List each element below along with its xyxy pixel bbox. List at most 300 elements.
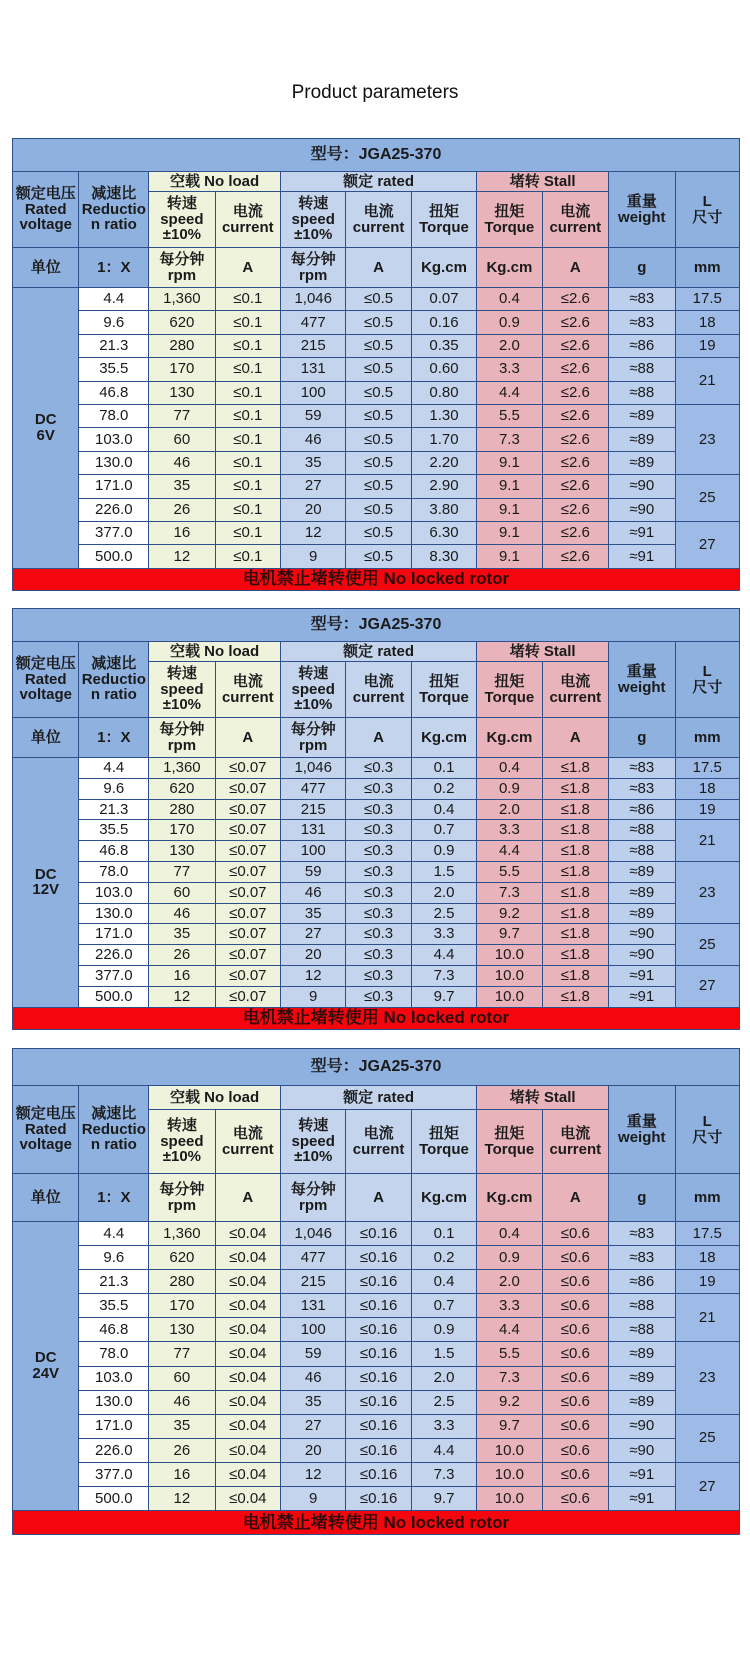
no-load-speed-value-text: 16 [173,966,191,984]
ratio-value-text: 130.0 [95,1393,133,1411]
unit-current [542,718,608,758]
table-row [13,861,740,882]
stall-torque-value-text: 9.7 [498,925,520,943]
header-row [13,642,740,662]
stall-current-value [542,288,608,311]
no-load-current-value-text: ≤0.04 [229,1369,267,1387]
rated-torque-value [411,288,476,311]
stall-header-text: 堵转 Stall [509,172,576,190]
stall-torque-value-text: 2.0 [498,1272,520,1290]
no-load-speed-value [149,1222,215,1246]
rated-speed-value-text: 27 [304,925,322,943]
voltage-cell-text: 24V [32,1365,60,1383]
length-value [675,778,739,799]
no-load-current-value-text: ≤0.07 [229,759,267,777]
weight-value [609,1487,675,1511]
rated-torque-value-text: 1.5 [433,863,455,880]
rated-speed-value-text: 9 [309,547,318,565]
rated-torque-value-text: 3.3 [433,1417,455,1435]
rated-current-value [346,358,411,381]
rated-torque-value-text: 0.4 [433,1272,455,1290]
no-load-current-value [215,965,280,986]
stall-current-value [542,1438,608,1462]
stall-torque-value [477,428,542,451]
rated-torque-value [411,1366,476,1390]
weight-value [609,903,675,924]
no-load-speed-value [149,1246,215,1270]
stall-torque-value-text: 0.9 [498,1248,520,1266]
no-load-speed-value [149,903,215,924]
unit-current [346,718,411,758]
voltage-cell-text: 6V [36,426,55,444]
ratio-value-text: 130.0 [95,904,133,922]
unit-ratio-text: 1：X [97,258,131,276]
stall-current-value [542,428,608,451]
length-value-text: 17.5 [692,759,722,777]
length-value-text: 23 [698,1369,716,1387]
stall-current-header-text: current [549,1140,602,1158]
weight-value [609,311,675,334]
rated-torque-header-text: 扭矩 [428,672,459,690]
units-row [13,248,740,288]
no-load-header-text: 空载 No load [170,1088,260,1106]
reduction-ratio-header-text: Reductio [81,670,146,688]
stall-current-value [542,841,608,862]
length-value-text: 25 [698,1429,716,1447]
voltage-cell [13,1222,79,1511]
unit-speed-text: 每分钟 [290,250,336,268]
stall-torque-value [477,1318,542,1342]
length-value-text: 27 [698,535,716,553]
stall-header [477,1086,609,1110]
no-load-current-value-text: ≤0.1 [233,547,263,565]
rated-current-value-text: ≤0.5 [364,337,394,355]
stall-torque-value-text: 7.3 [498,1369,520,1387]
no-load-speed-value [149,311,215,334]
length-value-text: 18 [698,313,716,331]
no-load-speed-value [149,1487,215,1511]
unit-torque [411,1174,476,1222]
rated-speed-value-text: 215 [300,800,326,818]
stall-current-value-text: ≤2.6 [560,337,590,355]
stall-current-header [542,1110,608,1174]
no-load-current-value [215,381,280,404]
no-load-speed-value [149,381,215,404]
no-load-speed-value-text: 16 [173,524,191,542]
weight-value [609,882,675,903]
no-load-speed-value-text: 1,360 [163,290,201,308]
stall-torque-value [477,358,542,381]
no-load-current-value-text: ≤0.04 [229,1489,267,1507]
no-load-current-value [215,1462,280,1486]
weight-value-text: ≈89 [629,863,655,880]
stall-torque-value-text: 4.4 [498,842,520,860]
unit-ratio [79,718,149,758]
no-load-current-value [215,311,280,334]
weight-header-text: 重量 [626,662,657,680]
no-load-current-header-text: 电流 [232,1124,263,1142]
stall-torque-value-text: 3.3 [498,360,520,378]
rated-speed-value-text: 46 [304,1369,322,1387]
length-value-text: 27 [698,977,716,995]
no-load-current-value [215,1318,280,1342]
stall-current-header-text: current [549,218,602,236]
table-row [13,903,740,924]
stall-current-header-text: 电流 [560,672,591,690]
stall-torque-value [477,986,542,1007]
stall-torque-value-text: 2.0 [498,800,520,818]
weight-value [609,1438,675,1462]
length-value [675,521,739,568]
stall-torque-value [477,334,542,357]
weight-value [609,404,675,427]
rated-torque-value [411,358,476,381]
rated-torque-header-text: Torque [419,688,469,706]
voltage-cell-text: DC [34,865,57,883]
table-row [13,758,740,779]
no-locked-rotor-warning-text: 电机禁止堵转使用 No locked rotor [242,1512,510,1532]
stall-current-value-text: ≤1.8 [560,987,590,1005]
stall-torque-value [477,882,542,903]
table-row [13,1342,740,1366]
length-header [675,642,739,718]
stall-current-value [542,1390,608,1414]
rated-current-value [346,965,411,986]
no-load-current-value [215,545,280,568]
rated-current-value [346,498,411,521]
no-load-speed-value-text: 60 [173,430,191,448]
ratio-value-text: 46.8 [99,842,129,860]
model-label-text: 型号：JGA25-370 [310,615,442,633]
no-load-current-value [215,498,280,521]
unit-speed-text: rpm [167,1196,197,1214]
rated-torque-value-text: 2.0 [433,883,455,901]
rated-speed-value-text: 131 [300,360,326,378]
ratio-value [79,1487,149,1511]
rated-torque-value [411,1246,476,1270]
unit-current [215,248,280,288]
stall-current-value [542,1270,608,1294]
weight-value [609,475,675,498]
ratio-value [79,358,149,381]
rated-speed-header-text: speed [291,210,335,228]
no-load-current-header-text: 电流 [232,202,263,220]
stall-header-text: 堵转 Stall [509,642,576,660]
unit-torque-text: Kg.cm [486,258,533,276]
stall-torque-value-text: 10.0 [494,1489,524,1507]
length-value [675,924,739,966]
unit-speed-text: rpm [299,736,328,754]
ratio-value-text: 377.0 [95,966,133,984]
length-value [675,861,739,923]
no-load-speed-value-text: 16 [173,1465,191,1483]
rated-current-value [346,381,411,404]
weight-value [609,1390,675,1414]
rated-torque-value [411,882,476,903]
no-load-current-value [215,1246,280,1270]
no-load-current-value [215,1270,280,1294]
stall-torque-value [477,1342,542,1366]
length-value-text: 25 [698,489,716,507]
voltage-cell [13,288,79,569]
spec-table [12,1048,740,1535]
no-load-current-value-text: ≤0.04 [229,1441,267,1459]
ratio-value [79,924,149,945]
no-load-speed-value [149,334,215,357]
rated-current-value [346,778,411,799]
rated-torque-value [411,545,476,568]
stall-torque-header [477,1110,542,1174]
unit-current-text: A [569,728,581,746]
model-row [13,139,740,172]
stall-current-value-text: ≤2.6 [560,360,590,378]
unit-weight [609,718,675,758]
length-value-text: 18 [698,779,716,797]
table-row [13,1462,740,1486]
rated-current-value [346,986,411,1007]
stall-current-value-text: ≤0.6 [560,1369,590,1387]
no-load-current-value [215,358,280,381]
stall-torque-value [477,1294,542,1318]
weight-value-text: ≈88 [629,821,655,839]
rated-current-value [346,288,411,311]
rated-speed-header [281,1110,346,1174]
rated-speed-value [281,1487,346,1511]
ratio-value-text: 35.5 [99,1296,129,1314]
reduction-ratio-header-text: n ratio [90,686,137,704]
no-load-current-header [215,1110,280,1174]
reduction-ratio-header [79,642,149,718]
rated-speed-value-text: 27 [304,1417,322,1435]
stall-torque-header-text: 扭矩 [494,672,525,690]
weight-header-text: weight [618,1128,666,1146]
stall-torque-value [477,1366,542,1390]
rated-speed-value [281,311,346,334]
weight-value-text: ≈88 [629,1321,655,1339]
rated-header [281,1086,477,1110]
model-row [13,609,740,642]
ratio-value-text: 377.0 [95,1465,133,1483]
rated-current-value-text: ≤0.3 [364,904,394,922]
no-load-current-value [215,451,280,474]
weight-header-text: weight [618,678,666,696]
stall-current-value-text: ≤1.8 [560,842,590,860]
voltage-cell-text: DC [34,411,57,429]
table-row [13,1294,740,1318]
stall-torque-value [477,903,542,924]
model-label [13,609,740,642]
stall-torque-value [477,861,542,882]
ratio-value [79,545,149,568]
weight-value-text: ≈91 [629,1465,655,1483]
no-load-speed-value-text: 60 [173,883,191,901]
rated-current-header [346,192,411,248]
table-row [13,924,740,945]
stall-current-value [542,1222,608,1246]
rated-current-value-text: ≤0.3 [364,883,394,901]
stall-torque-value [477,945,542,966]
no-load-speed-header-text: ±10% [162,226,202,244]
stall-torque-value-text: 0.4 [498,759,520,777]
no-load-current-value-text: ≤0.1 [233,524,263,542]
stall-current-value-text: ≤2.6 [560,290,590,308]
rated-torque-value-text: 4.4 [433,1441,455,1459]
ratio-value-text: 103.0 [95,883,133,901]
no-load-current-value-text: ≤0.04 [229,1393,267,1411]
length-value [675,1342,739,1414]
no-load-current-value-text: ≤0.04 [229,1296,267,1314]
no-load-current-value [215,799,280,820]
stall-torque-value [477,521,542,544]
length-header-text: L [702,192,712,210]
stall-current-value-text: ≤0.6 [560,1441,590,1459]
rated-speed-value [281,945,346,966]
length-value-text: 21 [698,1309,716,1326]
no-load-speed-value-text: 12 [173,1489,191,1507]
stall-current-value-text: ≤1.8 [560,800,590,818]
rated-torque-value-text: 0.1 [433,1224,455,1242]
stall-torque-header [477,192,542,248]
rated-torque-value [411,1414,476,1438]
ratio-value [79,428,149,451]
no-load-current-value-text: ≤0.1 [233,290,263,308]
stall-torque-value [477,1487,542,1511]
no-locked-rotor-warning [13,1511,740,1535]
model-row [13,1049,740,1086]
no-load-current-value [215,903,280,924]
no-load-speed-value-text: 26 [173,1441,191,1459]
rated-current-value [346,1414,411,1438]
no-load-speed-value-text: 26 [173,946,191,964]
rated-speed-value-text: 215 [300,337,326,355]
ratio-value-text: 9.6 [103,1248,125,1266]
weight-value-text: ≈91 [629,524,655,542]
ratio-value-text: 4.4 [103,759,125,777]
rated-voltage-header-text: voltage [19,686,72,704]
no-load-speed-header-text: 转速 [166,194,197,212]
rated-speed-value [281,451,346,474]
no-locked-rotor-warning-text: 电机禁止堵转使用 No locked rotor [242,1008,510,1028]
reduction-ratio-header-text: n ratio [90,1136,137,1154]
stall-torque-value [477,841,542,862]
rated-torque-value-text: 2.20 [429,454,459,472]
ratio-value-text: 4.4 [103,290,125,308]
weight-value [609,428,675,451]
length-value [675,1294,739,1342]
rated-torque-value-text: 0.7 [433,1296,455,1314]
stall-current-value-text: ≤1.8 [560,883,590,901]
rated-torque-value [411,778,476,799]
stall-torque-value-text: 3.3 [498,1296,520,1314]
table-row [13,820,740,841]
unit-torque-text: Kg.cm [421,1188,467,1206]
stall-torque-header [477,662,542,718]
rated-torque-value-text: 1.30 [429,407,459,425]
no-locked-rotor-warning-text: 电机禁止堵转使用 No locked rotor [242,569,510,589]
rated-torque-value-text: 1.70 [429,430,459,448]
no-load-current-value-text: ≤0.1 [233,500,263,518]
stall-current-value-text: ≤1.8 [560,904,590,922]
ratio-value [79,1438,149,1462]
rated-speed-value [281,1342,346,1366]
units-row [13,1174,740,1222]
rated-speed-value-text: 46 [304,883,322,901]
rated-current-value [346,1294,411,1318]
rated-torque-value [411,1318,476,1342]
rated-header [281,642,477,662]
stall-torque-value-text: 10.0 [494,946,524,964]
unit-speed [149,1174,215,1222]
no-load-current-header-text: current [221,218,274,236]
rated-speed-value [281,334,346,357]
length-value [675,1462,739,1510]
no-load-speed-value [149,498,215,521]
no-load-speed-value [149,1366,215,1390]
no-load-speed-value-text: 620 [169,779,195,797]
unit-weight-text: g [637,728,647,746]
ratio-value-text: 130.0 [95,454,133,472]
unit-ratio [79,1174,149,1222]
stall-current-value [542,498,608,521]
weight-header-text: 重量 [626,1112,657,1130]
rated-current-value-text: ≤0.5 [364,547,394,565]
no-load-current-value [215,404,280,427]
spec-table [12,138,740,591]
rated-speed-value [281,965,346,986]
weight-value-text: ≈86 [629,1272,655,1290]
rated-speed-value [281,358,346,381]
rated-current-value-text: ≤0.5 [364,290,394,308]
rated-torque-value-text: 0.9 [433,1321,455,1339]
unit-label-text: 单位 [30,258,61,276]
rated-torque-value [411,903,476,924]
stall-torque-value [477,820,542,841]
weight-value [609,986,675,1007]
ratio-value-text: 9.6 [103,313,125,331]
stall-torque-value-text: 2.0 [498,337,520,355]
model-label [13,1049,740,1086]
unit-torque [411,718,476,758]
no-load-speed-value-text: 46 [173,904,191,922]
rated-current-header-text: 电流 [363,202,394,220]
rated-current-value-text: ≤0.3 [364,987,394,1005]
rated-speed-value-text: 35 [304,904,322,922]
no-load-speed-value [149,358,215,381]
no-load-current-value-text: ≤0.07 [229,863,267,880]
no-load-speed-value-text: 620 [169,1248,195,1266]
rated-current-value-text: ≤0.3 [364,946,394,964]
unit-torque-text: Kg.cm [486,1188,533,1206]
rated-voltage-header [13,642,79,718]
stall-torque-value-text: 10.0 [494,1465,524,1483]
unit-speed-text: 每分钟 [290,720,336,738]
rated-speed-value-text: 1,046 [294,290,332,308]
stall-torque-value [477,799,542,820]
length-header-text: 尺寸 [692,208,723,226]
unit-length [675,718,739,758]
unit-speed-text: rpm [167,736,197,754]
stall-current-value-text: ≤2.6 [560,430,590,448]
rated-current-value [346,945,411,966]
no-load-speed-value [149,965,215,986]
voltage-cell [13,758,79,1008]
weight-value-text: ≈88 [629,1296,655,1314]
rated-torque-header [411,192,476,248]
stall-current-value [542,358,608,381]
ratio-value-text: 21.3 [99,337,129,355]
no-load-current-value [215,428,280,451]
rated-torque-value [411,498,476,521]
